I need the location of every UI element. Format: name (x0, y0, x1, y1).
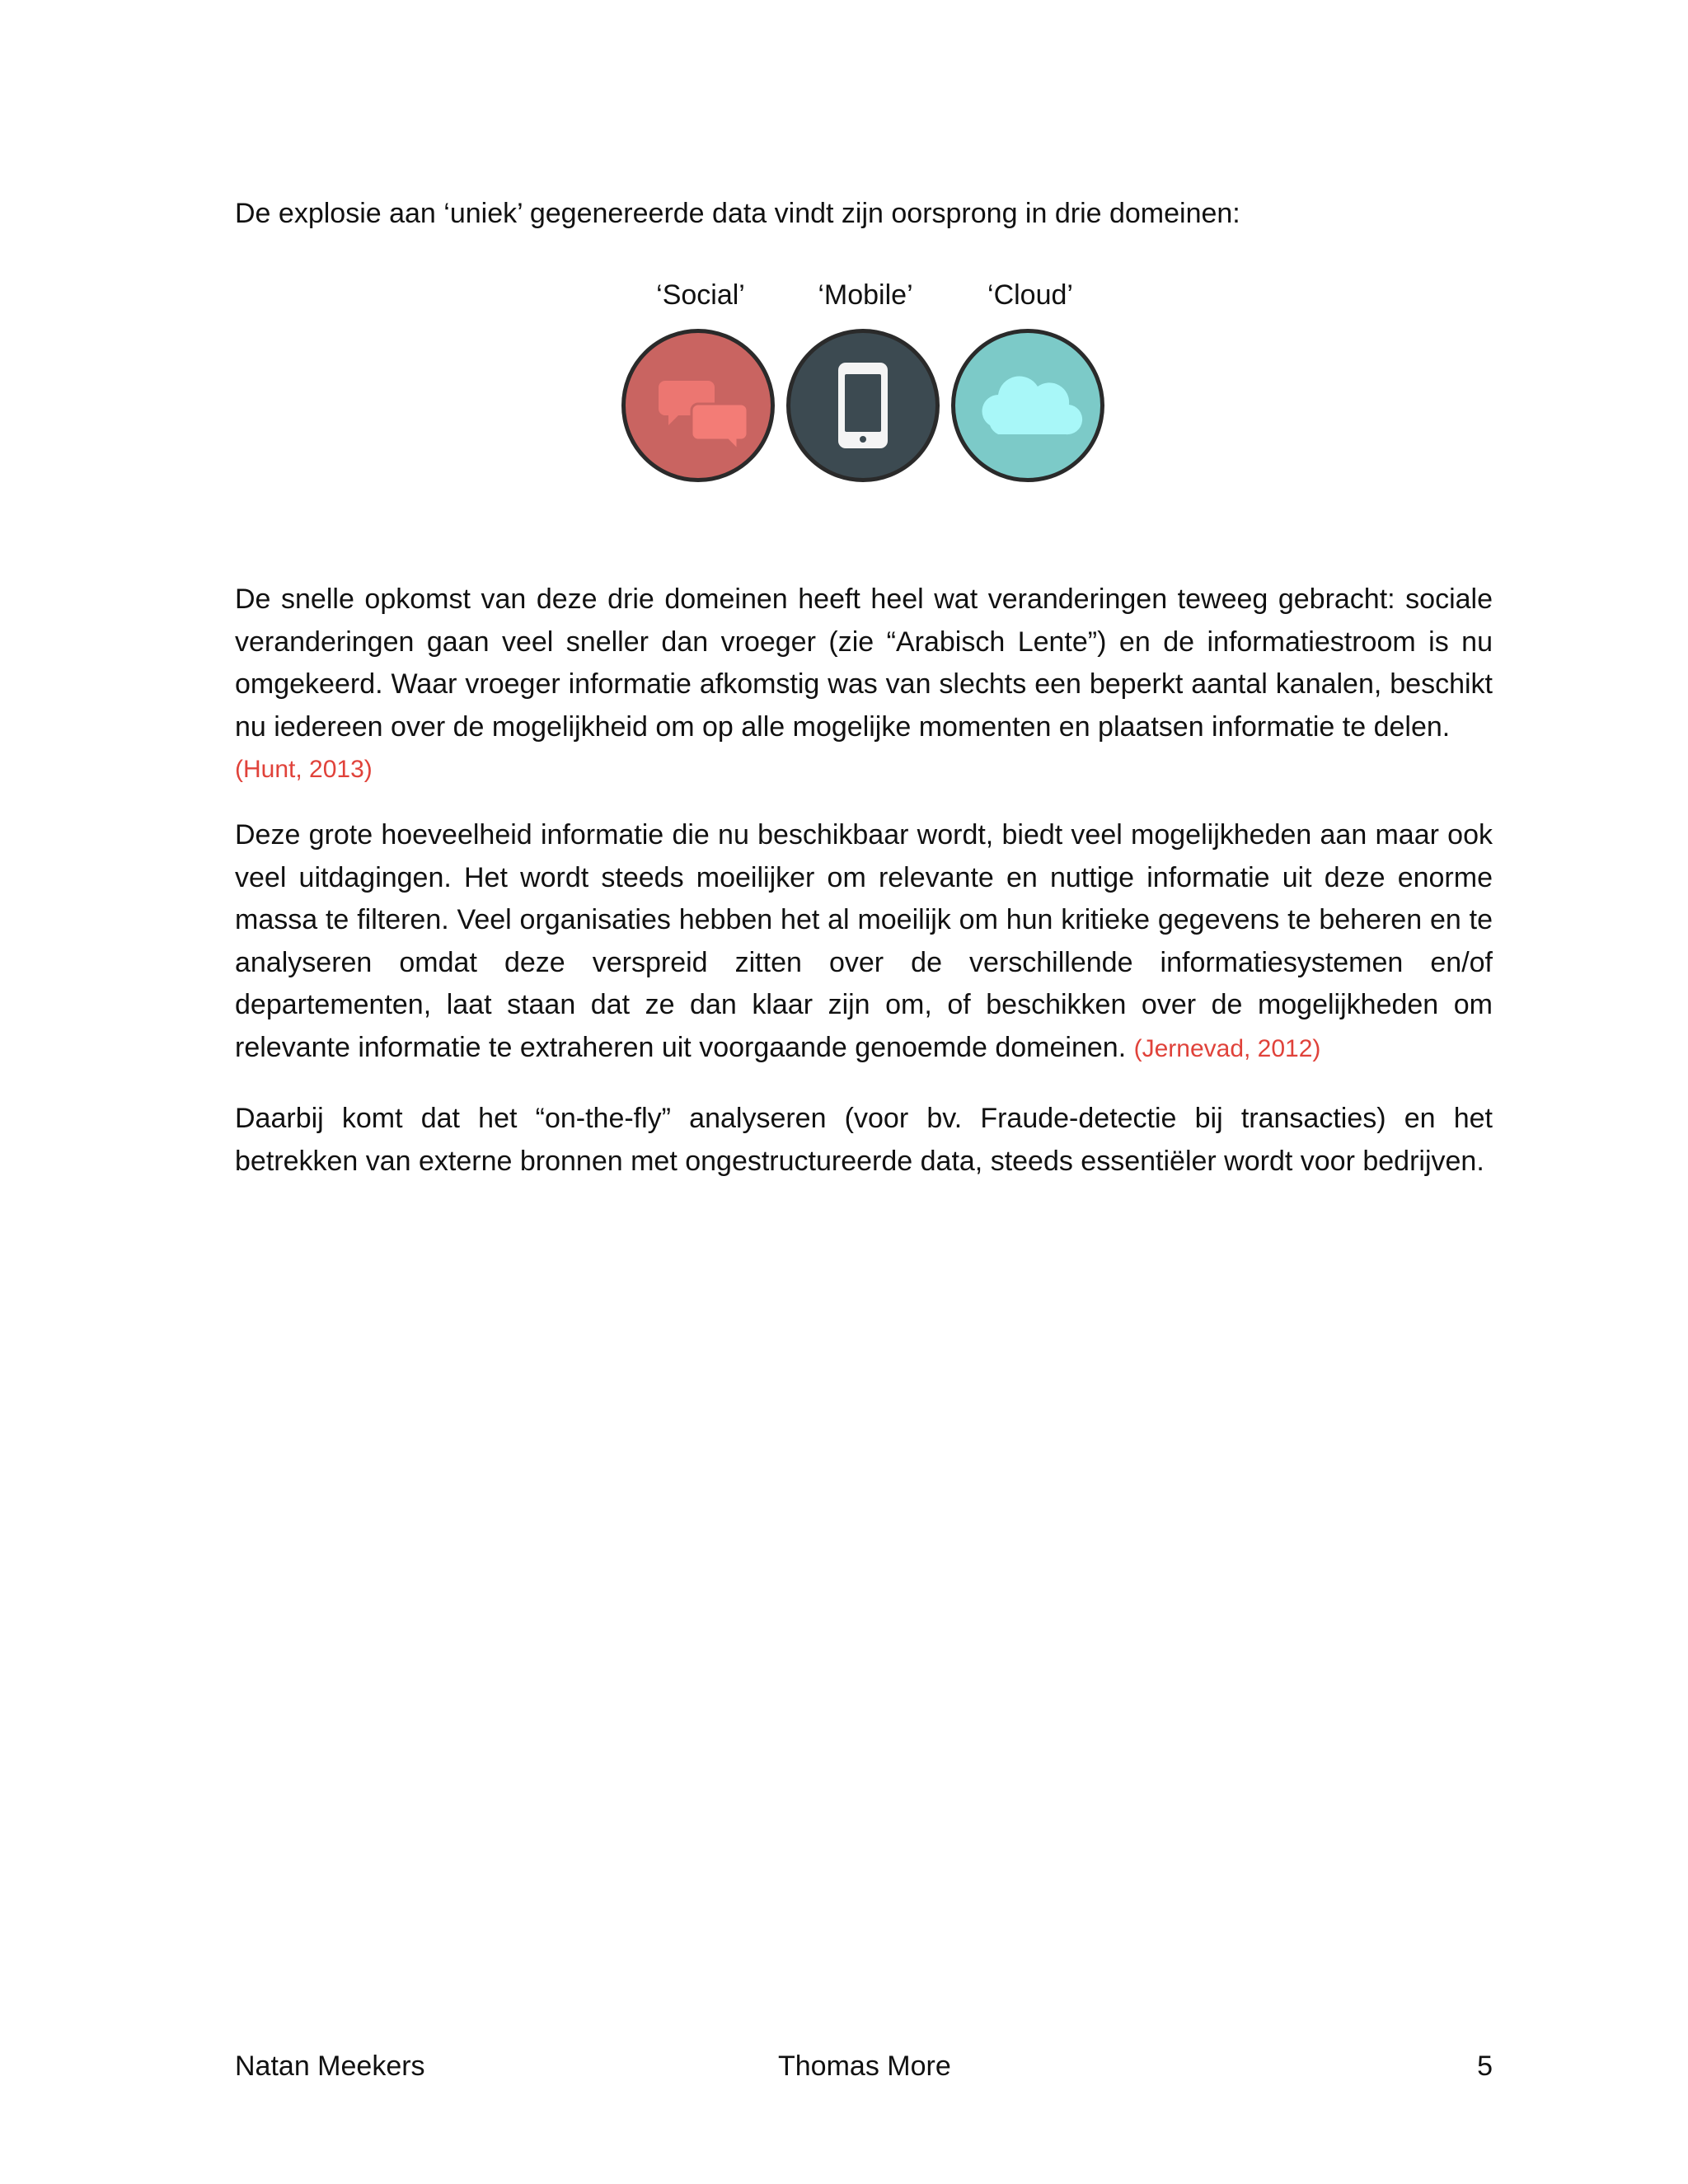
domain-cloud (948, 274, 1113, 316)
citation-hunt: (Hunt, 2013) (235, 756, 373, 783)
domain-icons (618, 274, 1113, 489)
domain-label-social: ‘Social’ (656, 279, 745, 311)
domain-label-cloud: ‘Cloud’ (987, 279, 1073, 311)
paragraph-2 (235, 814, 1493, 1070)
intro-text: De explosie aan ‘uniek’ gegenereerde data vindt zijn oorsprong in drie domeinen: (235, 198, 1240, 229)
chat-bubbles-icon (621, 329, 775, 482)
paragraph-1 (235, 579, 1493, 790)
footer-institution: Thomas More (778, 2050, 951, 2082)
smartphone-icon (786, 329, 940, 482)
page-number: 5 (1477, 2050, 1493, 2082)
paragraph-1-text: De snelle opkomst van deze drie domeinen heeft heel wat veranderingen teweeg gebracht: sociale veranderingen gaan veel sneller dan vroeger (zie “Arabisch Lente”) en de informatiestroom is nu omgekeerd. Waar vroeger informatie afkomstig was van slechts een beperkt aantal kanalen, beschikt nu iedereen over de mogelijkheid om op alle mogelijke momenten en plaatsen informatie te delen. (235, 583, 1493, 743)
footer-author: Natan Meekers (235, 2050, 425, 2082)
cloud-icon (951, 329, 1104, 482)
domain-mobile (783, 274, 948, 316)
paragraph-3 (235, 1098, 1493, 1183)
paragraph-2-text: Deze grote hoeveelheid informatie die nu beschikbaar wordt, biedt veel mogelijkheden aan maar ook veel uitdagingen. Het wordt steeds moeilijker om relevante en nuttige informatie uit deze enorme massa te filteren. Veel organisaties hebben het al moeilijk om hun kritieke gegevens te beheren en te analyseren omdat deze verspreid zitten over de verschillende informatiesystemen en/of departementen, laat staan dat ze dan klaar zijn om, of beschikken over de mogelijkheden om relevante informatie te extraheren uit voorgaande genoemde domeinen. (235, 819, 1493, 1063)
citation-jernevad: (Jernevad, 2012) (1133, 1034, 1321, 1062)
domain-social (618, 274, 783, 316)
domain-label-mobile: ‘Mobile’ (818, 279, 913, 311)
paragraph-3-text: Daarbij komt dat het “on-the-fly” analyseren (voor bv. Fraude-detectie bij transacties) en het betrekken van externe bronnen met ongestructureerde data, steeds essentiëler wordt voor bedrijven. (235, 1103, 1493, 1177)
